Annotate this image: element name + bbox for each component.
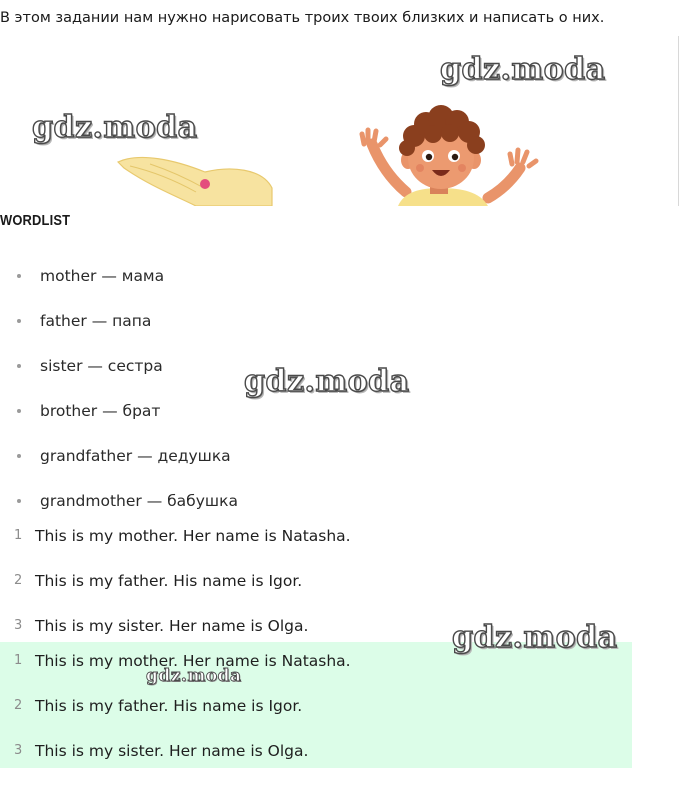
- bullet-icon: [17, 274, 21, 278]
- sentence-text: This is my sister. Her name is Olga.: [35, 617, 309, 635]
- answer-number: 3: [14, 743, 23, 758]
- answer-text: This is my mother. Her name is Natasha.: [35, 652, 351, 670]
- answer-text: This is my sister. Her name is Olga.: [35, 742, 309, 760]
- watermark-text: gdz.moda: [146, 666, 242, 686]
- bullet-icon: [17, 409, 21, 413]
- wordlist-item: [0, 258, 680, 303]
- wordlist-entry: father — папа: [40, 312, 152, 330]
- wordlist-entry: grandfather — дедушка: [40, 447, 231, 465]
- wordlist-item: [0, 303, 680, 348]
- answer-text: This is my father. His name is Igor.: [35, 697, 303, 715]
- watermark-text: gdz.moda: [244, 364, 410, 399]
- watermark-text: gdz.moda: [452, 620, 618, 655]
- boy-drawing: [362, 105, 536, 206]
- bullet-icon: [17, 499, 21, 503]
- girl-ponytail-drawing: [118, 157, 272, 206]
- bullet-icon: [17, 454, 21, 458]
- sentence-item: [0, 566, 632, 611]
- content-divider: [678, 36, 679, 206]
- sentence-text: This is my father. His name is Igor.: [35, 572, 303, 590]
- wordlist-item: [0, 438, 680, 483]
- wordlist-title: WORDLIST: [0, 212, 71, 229]
- wordlist-entry: brother — брат: [40, 402, 161, 420]
- answer-item: [0, 736, 632, 781]
- wordlist-item: [0, 393, 680, 438]
- bullet-icon: [17, 319, 21, 323]
- watermark-text: gdz.moda: [440, 52, 606, 87]
- answer-sentences: [0, 646, 632, 781]
- watermark-text: gdz.moda: [32, 110, 198, 145]
- task-description: В этом задании нам нужно нарисовать троих твоих близких и написать о них.: [0, 10, 605, 26]
- wordlist-entry: mother — мама: [40, 267, 165, 285]
- sentence-number: 1: [14, 528, 23, 543]
- bullet-icon: [17, 364, 21, 368]
- sentence-item: [0, 521, 632, 566]
- answer-number: 2: [14, 698, 23, 713]
- answer-item: [0, 691, 632, 736]
- sentence-number: 3: [14, 618, 23, 633]
- sentence-text: This is my mother. Her name is Natasha.: [35, 527, 351, 545]
- wordlist-entry: sister — сестра: [40, 357, 163, 375]
- wordlist-entry: grandmother — бабушка: [40, 492, 238, 510]
- answer-number: 1: [14, 653, 23, 668]
- sentence-number: 2: [14, 573, 23, 588]
